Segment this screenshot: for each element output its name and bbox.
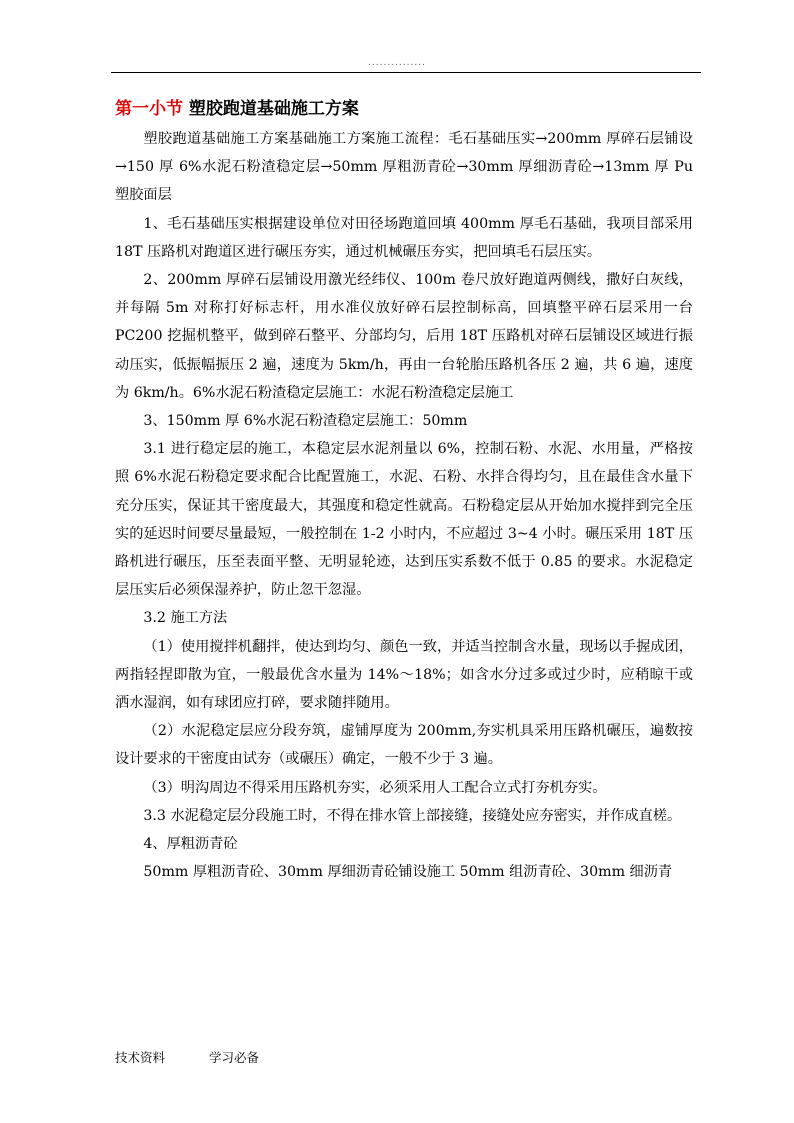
paragraph-step-2: 2、200mm 厚碎石层铺设用激光经纬仪、100m 卷尺放好跑道两侧线，撒好白灰线，并每隔 5m 对称打好标志杆，用水准仪放好碎石层控制标高，回填整平碎石层采用一台 PC200 挖掘机整平，做到碎石整平、分部均匀，后用 18T 压路机对碎石层铺设区域进行振动压实，低振幅振压 2 遍，速度为 5km/h，再由一台轮胎压路机各压 2 遍，共 6 遍，速度为 6km/h。6%水泥石粉渣稳定层施工：水泥石粉渣稳定层施工 [115,272,693,401]
footer-left-label: 技术资料 [115,1050,166,1065]
footer-right-label: 学习必备 [209,1050,260,1065]
paragraph-3-1: 3.1 进行稳定层的施工，本稳定层水泥剂量以 6%，控制石粉、水泥、水用量，严格按照 6%水泥石粉稳定要求配合比配置施工，水泥、石粉、水拌合得均匀，且在最佳含水量下充分压实，保证其干密度最大，其强度和稳定性就高。石粉稳定层从开始加水搅拌到完全压实的延迟时间要尽量最短，一般控制在 1-2 小时内，不应超过 3~4 小时。碾压采用 18T 压路机进行碾压，压至表面平整、无明显轮迹，达到压实系数不低于 0.85 的要求。水泥稳定层压实后必须保湿养护，防止忽干忽湿。 [115,441,693,599]
paragraph-flow: 塑胶跑道基础施工方案基础施工方案施工流程：毛石基础压实→200mm 厚碎石层铺设→150 厚 6%水泥石粉渣稳定层→50mm 厚粗沥青砼→30mm 厚细沥青砼→13mm 厚 Pu 塑胶面层 [115,131,693,204]
paragraph-step-1: 1、毛石基础压实根据建设单位对田径场跑道回填 400mm 厚毛石基础，我项目部采用 18T 压路机对跑道区进行碾压夯实，通过机械碾压夯实，把回填毛石层压实。 [115,215,693,260]
document-body [115,96,693,886]
header-dots: ............... [368,58,426,68]
paragraph-3-2-title: 3.2 施工方法 [143,610,228,627]
paragraph-3-2-item-2: （2）水泥稳定层应分段夯筑，虚铺厚度为 200mm,夯实机具采用压路机碾压，遍数按设计要求的干密度由试夯（或碾压）确定，一般不少于 3 遍。 [115,723,693,768]
paragraph-3-2-item-3: （3）明沟周边不得采用压路机夯实，必须采用人工配合立式打夯机夯实。 [143,779,607,796]
paragraph-step-3: 3、150mm 厚 6%水泥石粉渣稳定层施工：50mm [143,413,468,430]
paragraph-3-2-item-1: （1）使用搅拌机翻拌，使达到均匀、颜色一致，并适当控制含水量，现场以手握成团，两指轻捏即散为宜，一般最优含水量为 14%～18%；如含水分过多或过少时，应稍晾干或洒水湿润，如有球团应打碎，要求随拌随用。 [115,638,693,712]
page-footer [115,1048,259,1066]
paragraph-step-4-body: 50mm 厚粗沥青砼、30mm 厚细沥青砼铺设施工 50mm 组沥青砼、30mm 细沥青 [143,864,673,881]
paragraph-3-3: 3.3 水泥稳定层分段施工时，不得在排水管上部接缝，接缝处应夯密实，并作成直槎。 [143,807,682,824]
section-heading [115,96,693,122]
header-rule [111,72,701,73]
paragraph-step-4: 4、厚粗沥青砼 [143,836,238,853]
section-title: 塑胶跑道基础施工方案 [188,99,359,119]
section-number: 第一小节 [115,99,183,119]
